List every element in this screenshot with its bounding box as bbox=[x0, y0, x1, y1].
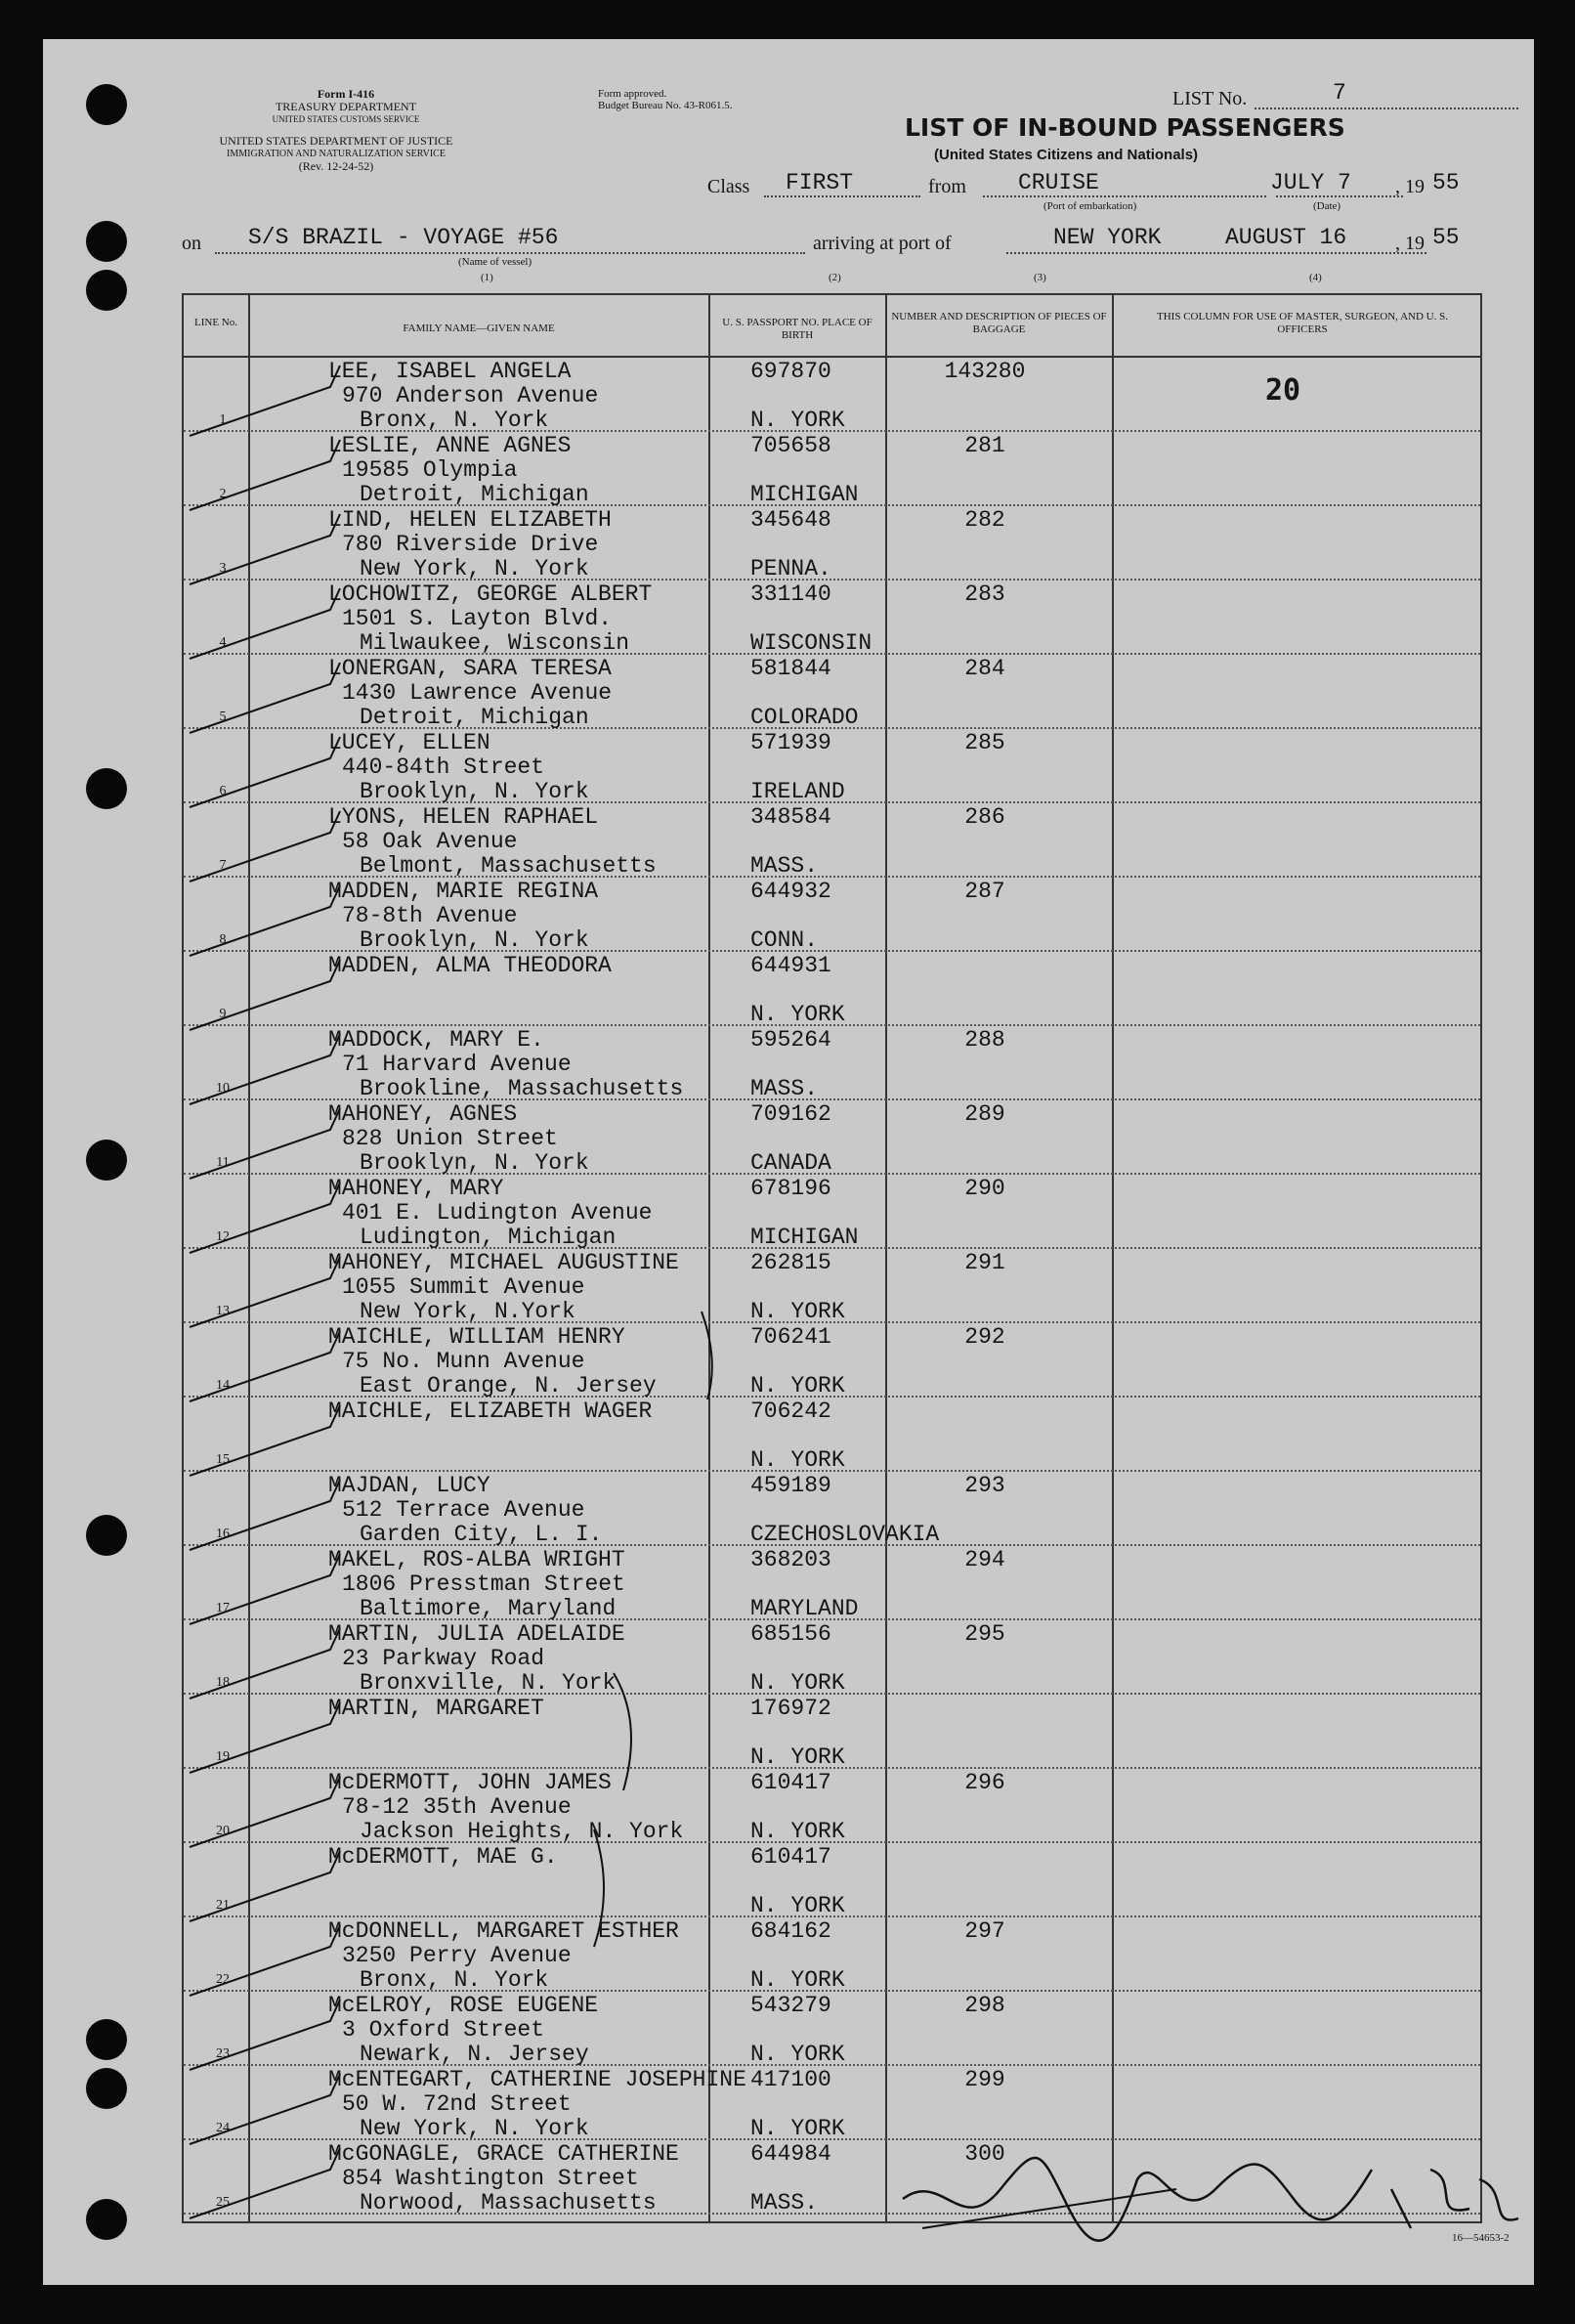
table-row bbox=[184, 1695, 1480, 1769]
line-number: 8 bbox=[219, 932, 227, 947]
place-of-birth: N. YORK bbox=[750, 2042, 845, 2067]
place-of-birth: N. YORK bbox=[750, 408, 845, 433]
city-address: Bronxville, N. York bbox=[360, 1670, 617, 1696]
punch-hole bbox=[86, 1140, 127, 1181]
street-address: 50 W. 72nd Street bbox=[342, 2091, 572, 2117]
line-number: 5 bbox=[219, 710, 227, 724]
passenger-name: LOCHOWITZ, GEORGE ALBERT bbox=[328, 581, 653, 607]
passport-number: 368203 bbox=[750, 1547, 831, 1572]
table-row bbox=[184, 1769, 1480, 1843]
table-row bbox=[184, 1026, 1480, 1100]
baggage-number: 297 bbox=[964, 1918, 1005, 1944]
place-of-birth: MASS. bbox=[750, 1076, 819, 1101]
department: TREASURY DEPARTMENT bbox=[275, 100, 417, 113]
street-address: 78-12 35th Avenue bbox=[342, 1794, 572, 1820]
baggage-number: 292 bbox=[964, 1324, 1005, 1350]
line-number: 13 bbox=[216, 1304, 230, 1318]
baggage-number: 298 bbox=[964, 1993, 1005, 2018]
passport-number: 644932 bbox=[750, 879, 831, 904]
street-address: 440-84th Street bbox=[342, 754, 545, 780]
city-address: New York, N.York bbox=[360, 1299, 575, 1324]
city-address: Norwood, Massachusetts bbox=[360, 2190, 657, 2216]
city-address: Bronx, N. York bbox=[360, 1967, 549, 1993]
departure-date: JULY 7 bbox=[1270, 170, 1351, 195]
baggage-number: 290 bbox=[964, 1176, 1005, 1201]
punch-hole bbox=[86, 84, 127, 125]
passport-number: 595264 bbox=[750, 1027, 831, 1053]
passport-number: 459189 bbox=[750, 1473, 831, 1498]
line-number: 15 bbox=[216, 1452, 230, 1467]
passport-number: 262815 bbox=[750, 1250, 831, 1275]
passport-number: 610417 bbox=[750, 1770, 831, 1795]
passenger-name: LYONS, HELEN RAPHAEL bbox=[328, 804, 599, 830]
line-number: 2 bbox=[219, 487, 227, 501]
street-address: 75 No. Munn Avenue bbox=[342, 1349, 585, 1374]
class-label: Class bbox=[707, 176, 750, 197]
table-row bbox=[184, 1620, 1480, 1695]
place-of-birth: N. YORK bbox=[750, 1670, 845, 1696]
passenger-table bbox=[182, 293, 1482, 2223]
baggage-number: 288 bbox=[964, 1027, 1005, 1053]
table-row bbox=[184, 655, 1480, 729]
form-approved bbox=[598, 88, 732, 111]
place-of-birth: MICHIGAN bbox=[750, 1225, 859, 1250]
baggage-number: 296 bbox=[964, 1770, 1005, 1795]
punch-hole bbox=[86, 1515, 127, 1556]
passenger-name: LESLIE, ANNE AGNES bbox=[328, 433, 572, 458]
place-of-birth: MASS. bbox=[750, 2190, 819, 2216]
city-address: Bronx, N. York bbox=[360, 408, 549, 433]
place-of-birth: N. YORK bbox=[750, 1299, 845, 1324]
passport-number: 543279 bbox=[750, 1993, 831, 2018]
passport-number: 706241 bbox=[750, 1324, 831, 1350]
street-address: 58 Oak Avenue bbox=[342, 829, 518, 854]
officer-mark: 20 bbox=[1264, 373, 1301, 408]
passport-number: 417100 bbox=[750, 2067, 831, 2092]
baggage-number: 281 bbox=[964, 433, 1005, 458]
punch-hole bbox=[86, 2019, 127, 2060]
col-num-1: (1) bbox=[481, 272, 493, 283]
passport-number: 571939 bbox=[750, 730, 831, 755]
vessel-caption: (Name of vessel) bbox=[458, 256, 532, 268]
baggage-number: 293 bbox=[964, 1473, 1005, 1498]
place-of-birth: MARYLAND bbox=[750, 1596, 859, 1621]
table-row bbox=[184, 1917, 1480, 1992]
punch-hole bbox=[86, 2068, 127, 2109]
passport-number: 610417 bbox=[750, 1844, 831, 1870]
street-address: 970 Anderson Avenue bbox=[342, 383, 599, 409]
city-address: Milwaukee, Wisconsin bbox=[360, 630, 630, 656]
col-line-no: LINE No. bbox=[194, 317, 237, 328]
city-address: Brookline, Massachusetts bbox=[360, 1076, 684, 1101]
city-address: Jackson Heights, N. York bbox=[360, 1819, 684, 1844]
street-address: 1430 Lawrence Avenue bbox=[342, 680, 613, 706]
print-code: 16—54653-2 bbox=[1452, 2232, 1510, 2244]
table-row bbox=[184, 878, 1480, 952]
port-of-embarkation: CRUISE bbox=[1018, 170, 1099, 195]
table-row bbox=[184, 432, 1480, 506]
baggage-number: 287 bbox=[964, 879, 1005, 904]
year-1: 55 bbox=[1432, 170, 1460, 195]
col-num-2: (2) bbox=[829, 272, 841, 283]
line-number: 18 bbox=[216, 1675, 230, 1690]
line-number: 1 bbox=[219, 412, 227, 427]
passenger-name: MAICHLE, WILLIAM HENRY bbox=[328, 1324, 625, 1350]
class-value: FIRST bbox=[786, 170, 854, 195]
passenger-name: McENTEGART, CATHERINE JOSEPHINE bbox=[328, 2067, 746, 2092]
col-family-name: FAMILY NAME—GIVEN NAME bbox=[403, 323, 555, 334]
col-num-4: (4) bbox=[1309, 272, 1322, 283]
year-prefix-1: , 19 bbox=[1395, 176, 1425, 197]
passenger-name: McELROY, ROSE EUGENE bbox=[328, 1993, 599, 2018]
passenger-name: LEE, ISABEL ANGELA bbox=[328, 359, 572, 384]
table-row bbox=[184, 506, 1480, 581]
revision: (Rev. 12-24-52) bbox=[298, 159, 374, 173]
line-number: 10 bbox=[216, 1081, 230, 1096]
passenger-name: McGONAGLE, GRACE CATHERINE bbox=[328, 2141, 679, 2167]
city-address: Ludington, Michigan bbox=[360, 1225, 617, 1250]
line-number: 12 bbox=[216, 1229, 230, 1244]
table-row bbox=[184, 1249, 1480, 1323]
passport-number: 678196 bbox=[750, 1176, 831, 1201]
arriving-label: arriving at port of bbox=[813, 233, 952, 254]
col-baggage: NUMBER AND DESCRIPTION OF PIECES OF BAGGAGE bbox=[891, 311, 1107, 335]
table-row bbox=[184, 1323, 1480, 1398]
passport-number: 581844 bbox=[750, 656, 831, 681]
baggage-number: 294 bbox=[964, 1547, 1005, 1572]
doj-block bbox=[170, 135, 502, 173]
doj-name: UNITED STATES DEPARTMENT OF JUSTICE bbox=[219, 134, 453, 148]
baggage-number: 295 bbox=[964, 1621, 1005, 1647]
street-address: 1055 Summit Avenue bbox=[342, 1274, 585, 1300]
passenger-list-sheet bbox=[43, 39, 1534, 2285]
street-address: 401 E. Ludington Avenue bbox=[342, 1200, 653, 1226]
city-address: Detroit, Michigan bbox=[360, 705, 589, 730]
city-address: Brooklyn, N. York bbox=[360, 927, 589, 953]
list-no-label: LIST No. bbox=[1172, 88, 1248, 109]
from-label: from bbox=[928, 176, 966, 197]
line-number: 11 bbox=[216, 1155, 230, 1170]
street-address: 1806 Presstman Street bbox=[342, 1571, 625, 1597]
street-address: 78-8th Avenue bbox=[342, 903, 518, 928]
street-address: 828 Union Street bbox=[342, 1126, 558, 1151]
place-of-birth: CZECHOSLOVAKIA bbox=[750, 1522, 940, 1547]
baggage-number: 289 bbox=[964, 1101, 1005, 1127]
street-address: 512 Terrace Avenue bbox=[342, 1497, 585, 1523]
baggage-number: 286 bbox=[964, 804, 1005, 830]
baggage-number: 283 bbox=[964, 581, 1005, 607]
line-number: 20 bbox=[216, 1824, 230, 1838]
line-number: 23 bbox=[216, 2046, 230, 2061]
passenger-name: MAKEL, ROS-ALBA WRIGHT bbox=[328, 1547, 625, 1572]
city-address: Brooklyn, N. York bbox=[360, 1150, 589, 1176]
line-number: 17 bbox=[216, 1601, 230, 1615]
col-passport: U. S. PASSPORT NO. PLACE OF BIRTH bbox=[722, 317, 873, 341]
table-row bbox=[184, 952, 1480, 1026]
line-number: 3 bbox=[219, 561, 227, 576]
date-caption: (Date) bbox=[1313, 200, 1341, 212]
table-row bbox=[184, 1398, 1480, 1472]
line-number: 16 bbox=[216, 1527, 230, 1541]
line-number: 25 bbox=[216, 2195, 230, 2210]
place-of-birth: N. YORK bbox=[750, 1967, 845, 1993]
punch-hole bbox=[86, 221, 127, 262]
city-address: East Orange, N. Jersey bbox=[360, 1373, 657, 1399]
place-of-birth: N. YORK bbox=[750, 1893, 845, 1918]
passport-number: 709162 bbox=[750, 1101, 831, 1127]
street-address: 3250 Perry Avenue bbox=[342, 1943, 572, 1968]
place-of-birth: MICHIGAN bbox=[750, 482, 859, 507]
street-address: 23 Parkway Road bbox=[342, 1646, 545, 1671]
line-number: 9 bbox=[219, 1007, 227, 1021]
street-address: 71 Harvard Avenue bbox=[342, 1052, 572, 1077]
place-of-birth: N. YORK bbox=[750, 1744, 845, 1770]
ins-name: IMMIGRATION AND NATURALIZATION SERVICE bbox=[227, 149, 446, 159]
passport-number: 176972 bbox=[750, 1696, 831, 1721]
passenger-name: MAICHLE, ELIZABETH WAGER bbox=[328, 1399, 653, 1424]
form-number bbox=[229, 88, 463, 126]
city-address: Brooklyn, N. York bbox=[360, 779, 589, 804]
page-subtitle: (United States Citizens and Nationals) bbox=[934, 147, 1199, 163]
baggage-number: 284 bbox=[964, 656, 1005, 681]
line-number: 4 bbox=[219, 635, 227, 650]
col-num-3: (3) bbox=[1034, 272, 1046, 283]
port-caption: (Port of embarkation) bbox=[1043, 200, 1137, 212]
form-id: Form I-416 bbox=[317, 87, 375, 101]
table-row bbox=[184, 1100, 1480, 1175]
place-of-birth: CANADA bbox=[750, 1150, 831, 1176]
passenger-name: LIND, HELEN ELIZABETH bbox=[328, 507, 612, 533]
table-row bbox=[184, 729, 1480, 803]
table-row bbox=[184, 1546, 1480, 1620]
line-number: 6 bbox=[219, 784, 227, 798]
punch-hole bbox=[86, 768, 127, 809]
place-of-birth: MASS. bbox=[750, 853, 819, 879]
table-row bbox=[184, 358, 1480, 432]
place-of-birth: N. YORK bbox=[750, 1447, 845, 1473]
city-address: Belmont, Massachusetts bbox=[360, 853, 657, 879]
street-address: 1501 S. Layton Blvd. bbox=[342, 606, 613, 631]
punch-hole bbox=[86, 270, 127, 311]
line-number: 7 bbox=[219, 858, 227, 873]
passenger-name: MADDOCK, MARY E. bbox=[328, 1027, 544, 1053]
passenger-name: LUCEY, ELLEN bbox=[328, 730, 490, 755]
arrival-port: NEW YORK bbox=[1053, 225, 1162, 250]
budget-bureau: Budget Bureau No. 43-R061.5. bbox=[598, 100, 733, 111]
city-address: Newark, N. Jersey bbox=[360, 2042, 589, 2067]
table-row bbox=[184, 803, 1480, 878]
passenger-name: McDONNELL, MARGARET ESTHER bbox=[328, 1918, 679, 1944]
approved-label: Form approved. bbox=[598, 88, 667, 100]
city-address: Detroit, Michigan bbox=[360, 482, 589, 507]
arrival-date: AUGUST 16 bbox=[1225, 225, 1347, 250]
passenger-name: MAHONEY, MICHAEL AUGUSTINE bbox=[328, 1250, 679, 1275]
passenger-name: McDERMOTT, MAE G. bbox=[328, 1844, 558, 1870]
table-row bbox=[184, 581, 1480, 655]
passenger-name: McDERMOTT, JOHN JAMES bbox=[328, 1770, 612, 1795]
passenger-name: MADDEN, ALMA THEODORA bbox=[328, 953, 612, 978]
line-number: 24 bbox=[216, 2121, 230, 2135]
on-label: on bbox=[182, 233, 201, 254]
passenger-name: MAJDAN, LUCY bbox=[328, 1473, 490, 1498]
table-row bbox=[184, 1843, 1480, 1917]
vessel-name: S/S BRAZIL - VOYAGE #56 bbox=[248, 225, 559, 250]
street-address: 19585 Olympia bbox=[342, 457, 518, 483]
passport-number: 684162 bbox=[750, 1918, 831, 1944]
line-number: 19 bbox=[216, 1749, 230, 1764]
officer-signature bbox=[883, 2130, 1528, 2258]
service: UNITED STATES CUSTOMS SERVICE bbox=[272, 114, 420, 124]
baggage-number: 143280 bbox=[944, 359, 1026, 384]
city-address: New York, N. York bbox=[360, 2116, 589, 2141]
line-number: 22 bbox=[216, 1972, 230, 1987]
line-number: 14 bbox=[216, 1378, 230, 1393]
city-address: New York, N. York bbox=[360, 556, 589, 581]
passport-number: 685156 bbox=[750, 1621, 831, 1647]
place-of-birth: COLORADO bbox=[750, 705, 859, 730]
place-of-birth: N. YORK bbox=[750, 1373, 845, 1399]
passport-number: 644931 bbox=[750, 953, 831, 978]
street-address: 3 Oxford Street bbox=[342, 2017, 545, 2043]
place-of-birth: IRELAND bbox=[750, 779, 845, 804]
list-no-value: 7 bbox=[1333, 80, 1346, 106]
passport-number: 697870 bbox=[750, 359, 831, 384]
passenger-name: MARTIN, MARGARET bbox=[328, 1696, 544, 1721]
line-number: 21 bbox=[216, 1898, 230, 1913]
passport-number: 705658 bbox=[750, 433, 831, 458]
baggage-number: 299 bbox=[964, 2067, 1005, 2092]
street-address: 854 Washtington Street bbox=[342, 2166, 639, 2191]
place-of-birth: WISCONSIN bbox=[750, 630, 873, 656]
punch-hole bbox=[86, 2199, 127, 2240]
place-of-birth: CONN. bbox=[750, 927, 819, 953]
baggage-number: 282 bbox=[964, 507, 1005, 533]
year-2: 55 bbox=[1432, 225, 1460, 250]
col-officers: THIS COLUMN FOR USE OF MASTER, SURGEON, AND U. S. OFFICERS bbox=[1157, 311, 1448, 335]
place-of-birth: N. YORK bbox=[750, 1819, 845, 1844]
passenger-name: MAHONEY, MARY bbox=[328, 1176, 504, 1201]
passenger-name: MAHONEY, AGNES bbox=[328, 1101, 518, 1127]
baggage-number: 300 bbox=[964, 2141, 1005, 2167]
street-address: 780 Riverside Drive bbox=[342, 532, 599, 557]
year-prefix-2: , 19 bbox=[1395, 233, 1425, 254]
baggage-number: 285 bbox=[964, 730, 1005, 755]
passport-number: 331140 bbox=[750, 581, 831, 607]
place-of-birth: N. YORK bbox=[750, 1002, 845, 1027]
page-title: LIST OF IN-BOUND PASSENGERS bbox=[905, 113, 1345, 142]
table-row bbox=[184, 1992, 1480, 2066]
city-address: Baltimore, Maryland bbox=[360, 1596, 617, 1621]
passport-number: 706242 bbox=[750, 1399, 831, 1424]
table-row bbox=[184, 1175, 1480, 1249]
passport-number: 345648 bbox=[750, 507, 831, 533]
passenger-name: MADDEN, MARIE REGINA bbox=[328, 879, 599, 904]
place-of-birth: N. YORK bbox=[750, 2116, 845, 2141]
city-address: Garden City, L. I. bbox=[360, 1522, 603, 1547]
baggage-number: 291 bbox=[964, 1250, 1005, 1275]
passenger-name: MARTIN, JULIA ADELAIDE bbox=[328, 1621, 625, 1647]
table-row bbox=[184, 1472, 1480, 1546]
table-row bbox=[184, 2066, 1480, 2140]
passport-number: 348584 bbox=[750, 804, 831, 830]
passport-number: 644984 bbox=[750, 2141, 831, 2167]
place-of-birth: PENNA. bbox=[750, 556, 831, 581]
passenger-name: LONERGAN, SARA TERESA bbox=[328, 656, 612, 681]
